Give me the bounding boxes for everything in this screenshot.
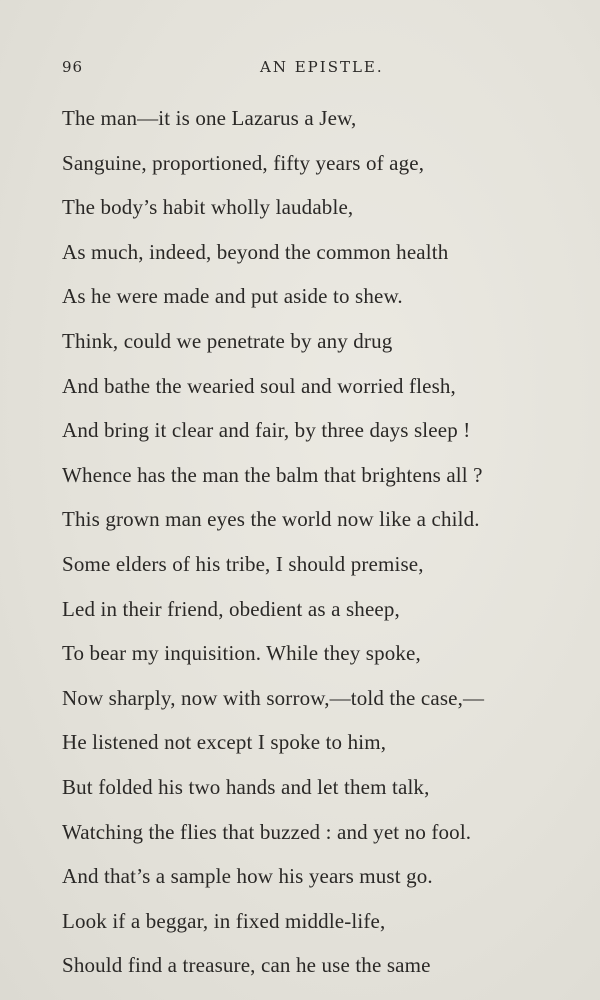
running-title: AN EPISTLE. <box>260 58 384 76</box>
page-number: 96 <box>62 58 84 76</box>
verse-line: And bring it clear and fair, by three days sleep ! <box>62 418 471 443</box>
verse-text <box>62 103 592 995</box>
verse-line: Should find a treasure, can he use the same <box>62 953 431 978</box>
verse-line: Sanguine, proportioned, fifty years of age, <box>62 150 425 175</box>
verse-line: He listened not except I spoke to him, <box>62 730 387 755</box>
verse-line: The man—it is one Lazarus a Jew, <box>62 106 357 130</box>
page-header <box>62 58 600 82</box>
verse-line: This grown man eyes the world now like a child. <box>62 507 480 532</box>
verse-line: Look if a beggar, in fixed middle-life, <box>62 908 386 933</box>
verse-line: As much, indeed, beyond the common health <box>62 239 449 264</box>
verse-line: But folded his two hands and let them talk, <box>62 774 430 799</box>
verse-line: Now sharply, now with sorrow,—told the case,— <box>62 685 485 710</box>
verse-line: Led in their friend, obedient as a sheep, <box>62 596 400 621</box>
verse-line: Whence has the man the balm that brightens all ? <box>62 462 483 487</box>
verse-line: The body’s habit wholly laudable, <box>62 195 354 220</box>
verse-line: Think, could we penetrate by any drug <box>62 328 393 353</box>
verse-line: As he were made and put aside to shew. <box>62 284 403 309</box>
verse-line: Watching the flies that buzzed : and yet no fool. <box>62 819 472 844</box>
verse-line: Some elders of his tribe, I should premise, <box>62 551 424 576</box>
verse-line: And bathe the wearied soul and worried flesh, <box>62 373 456 398</box>
verse-line: And that’s a sample how his years must go. <box>62 864 433 889</box>
verse-line: To bear my inquisition. While they spoke, <box>62 641 421 666</box>
